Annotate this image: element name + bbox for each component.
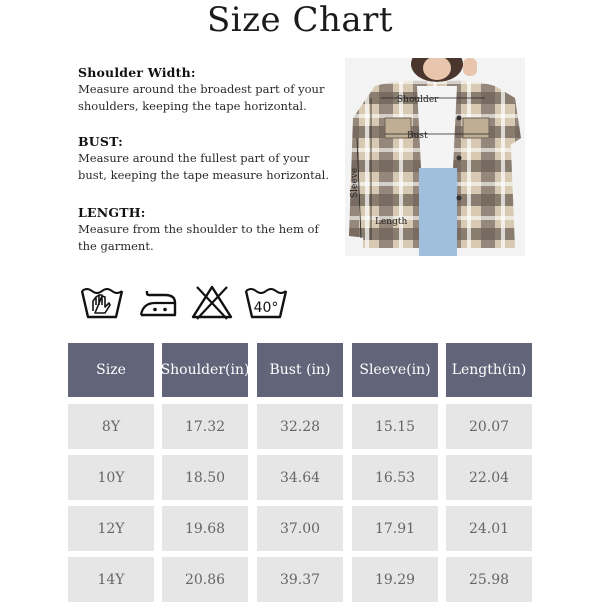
header-sleeve: Sleeve(in) xyxy=(352,343,438,397)
header-length: Length(in) xyxy=(446,343,532,397)
cell-size: 8Y xyxy=(68,404,154,449)
table-row xyxy=(68,506,532,551)
header-size: Size xyxy=(68,343,154,397)
wash-40-icon xyxy=(243,283,289,325)
cell-size: 10Y xyxy=(68,455,154,500)
cell-size: 12Y xyxy=(68,506,154,551)
cell-shoulder: 18.50 xyxy=(162,455,248,500)
iron-low-icon xyxy=(135,283,181,325)
product-photo xyxy=(345,58,525,256)
header-shoulder: Shoulder(in) xyxy=(162,343,248,397)
table-header-row xyxy=(68,343,532,388)
length-heading: LENGTH: xyxy=(78,205,146,220)
shoulder-label: Shoulder xyxy=(397,95,439,105)
cell-bust: 34.64 xyxy=(257,455,343,500)
cell-size: 14Y xyxy=(68,557,154,602)
bust-label: Bust xyxy=(407,131,428,141)
cell-shoulder: 19.68 xyxy=(162,506,248,551)
length-text: Measure from the shoulder to the hem of the garment. xyxy=(78,222,319,253)
do-not-bleach-icon xyxy=(189,283,235,325)
length-label: Length xyxy=(375,217,408,227)
cell-length: 25.98 xyxy=(446,557,532,602)
cell-sleeve: 19.29 xyxy=(352,557,438,602)
hand-wash-icon xyxy=(79,283,125,325)
cell-shoulder: 17.32 xyxy=(162,404,248,449)
header-bust: Bust (in) xyxy=(257,343,343,397)
cell-length: 24.01 xyxy=(446,506,532,551)
cell-shoulder: 20.86 xyxy=(162,557,248,602)
sleeve-label: Sleeve xyxy=(350,167,360,198)
table-row xyxy=(68,455,532,500)
cell-sleeve: 16.53 xyxy=(352,455,438,500)
page-title: Size Chart xyxy=(206,0,394,40)
bust-heading: BUST: xyxy=(78,134,123,149)
bust-description xyxy=(78,133,338,184)
cell-length: 20.07 xyxy=(446,404,532,449)
cell-bust: 37.00 xyxy=(257,506,343,551)
table-row xyxy=(68,404,532,449)
cell-bust: 32.28 xyxy=(257,404,343,449)
length-description xyxy=(78,204,338,255)
bust-text: Measure around the fullest part of your bust, keeping the tape measure horizontal. xyxy=(78,151,329,182)
shoulder-description xyxy=(78,64,338,115)
cell-sleeve: 15.15 xyxy=(352,404,438,449)
cell-length: 22.04 xyxy=(446,455,532,500)
shoulder-text: Measure around the broadest part of your shoulders, keeping the tape horizontal. xyxy=(78,82,325,113)
cell-sleeve: 17.91 xyxy=(352,506,438,551)
shoulder-heading: Shoulder Width: xyxy=(78,65,196,80)
cell-bust: 39.37 xyxy=(257,557,343,602)
wash-temp-label: 40° xyxy=(253,300,279,316)
table-row xyxy=(68,557,532,602)
